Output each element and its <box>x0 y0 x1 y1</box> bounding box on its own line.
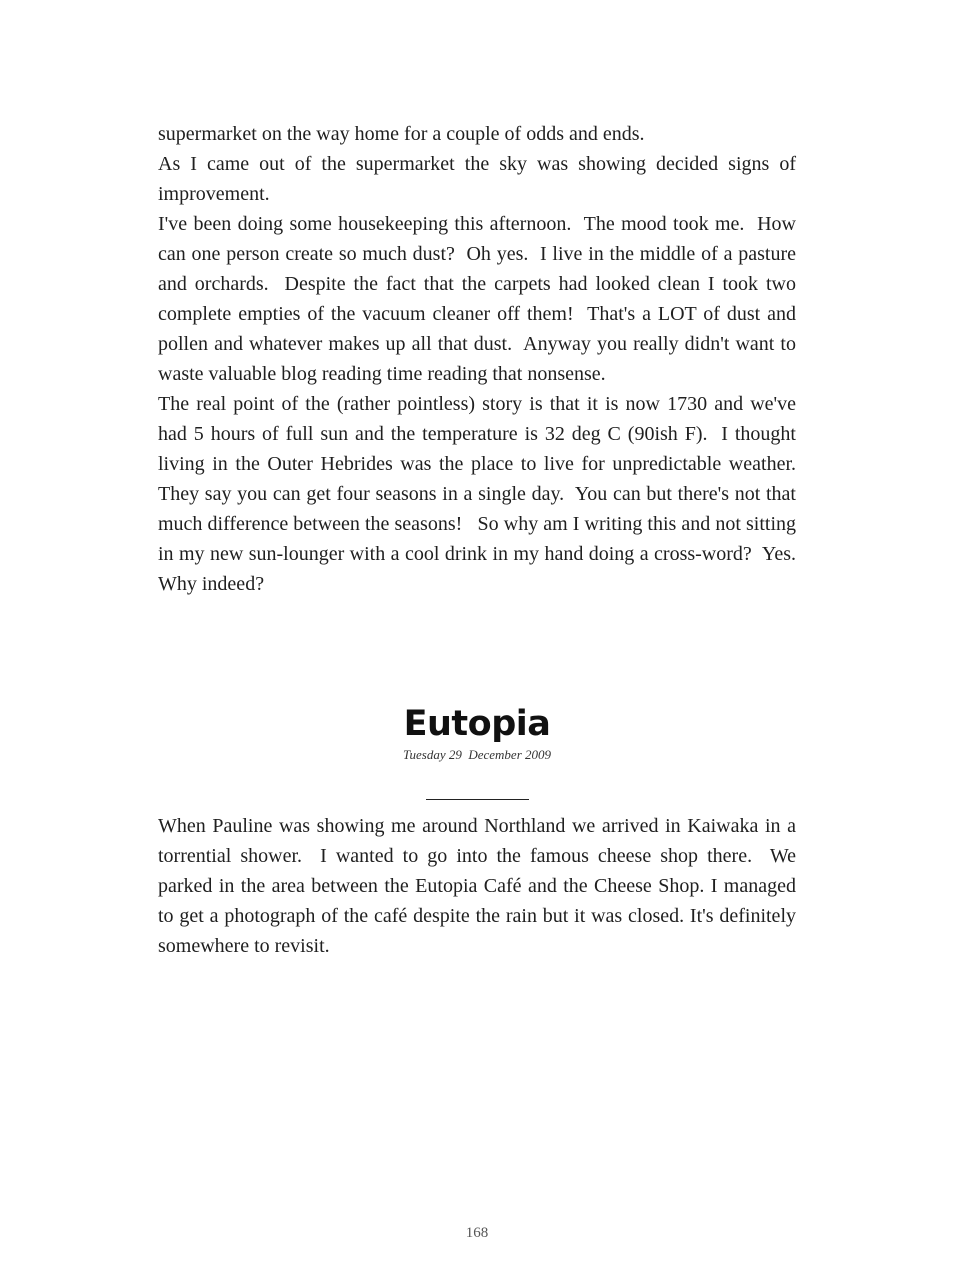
paragraph: When Pauline was showing me around Northland we arrived in Kaiwaka in a torrential shower. I wanted to go into the famous cheese shop there. We parked in the area between the Eutopia Café and the Cheese Shop. I managed to get a photograph of the café despite the rain but it was closed. It's definitely somewhere to revisit. <box>158 815 801 957</box>
entry-body <box>158 811 801 961</box>
paragraph: supermarket on the way home for a couple of odds and ends. <box>158 123 645 145</box>
page-number: 168 <box>465 1225 489 1241</box>
paragraph: The real point of the (rather pointless) story is that it is now 1730 and we've had 5 hours of full sun and the temperature is 32 deg C (90ish F). I thought living in the Outer Hebrides was the place to live for unpredictable weather. They say you can get four seasons in a single day. You can but there's not that much difference between the seasons! So why am I writing this and not sitting in my new sun-lounger with a cool drink in my hand doing a cross-word? Yes. Why indeed? <box>158 393 806 595</box>
title-divider <box>426 799 529 800</box>
paragraph: I've been doing some housekeeping this afternoon. The mood took me. How can one person create so much dust? Oh yes. I live in the middle of a pasture and orchards. Despite the fact that the carpets had looked clean I took two complete empties of the vacuum cleaner off them! That's a LOT of dust and pollen and whatever makes up all that dust. Anyway you really didn't want to waste valuable blog reading time reading that nonsense. <box>158 213 801 385</box>
paragraph: As I came out of the supermarket the sky was showing decided signs of improvement. <box>158 153 801 205</box>
entry-title: Eutopia <box>403 704 551 744</box>
previous-entry-text <box>158 119 806 599</box>
entry-date: Tuesday 29 December 2009 <box>402 747 552 762</box>
